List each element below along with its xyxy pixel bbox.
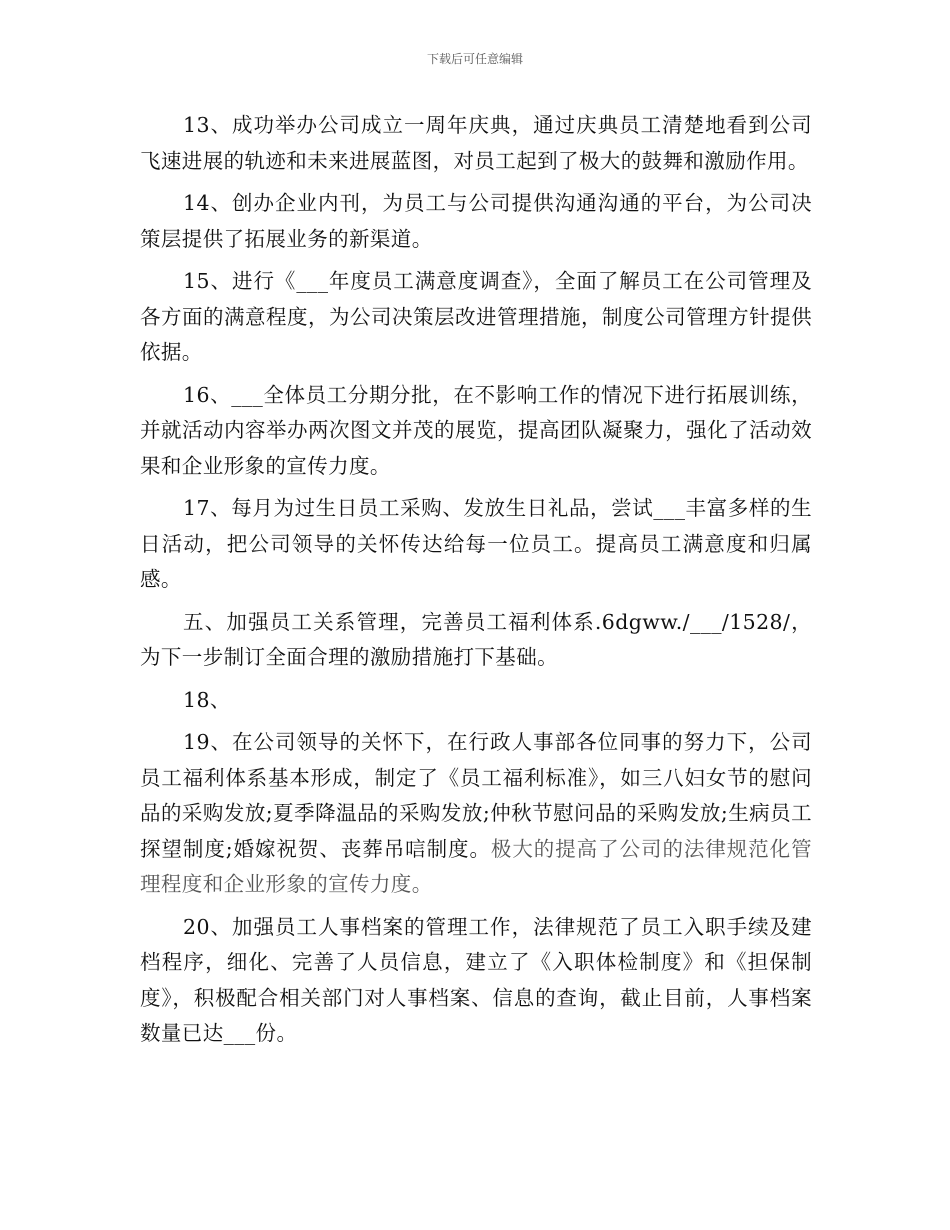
paragraph-20 xyxy=(140,910,812,1052)
paragraph-text: 20、加强员工人事档案的管理工作，法律规范了员工入职手续及建档程序，细化、完善了人员信息，建立了《入职体检制度》和《担保制度》，积极配合相关部门对人事档案、信息的查询，截止目前，人事档案数量已达___份。 xyxy=(140,914,812,1045)
paragraph-14 xyxy=(140,186,812,257)
paragraph-text: 15、进行《___年度员工满意度调查》，全面了解员工在公司管理及各方面的满意程度，为公司决策层改进管理措施，制度公司管理方针提供依据。 xyxy=(140,269,812,364)
paragraph-19 xyxy=(140,725,812,903)
paragraph-tail-text: 极大的提高了公司的法律规范化管理程度和企业形象的宣传力度。 xyxy=(140,836,812,896)
paragraph-text: 13、成功举办公司成立一周年庆典，通过庆典员工清楚地看到公司飞速进展的轨迹和未来进展蓝图，对员工起到了极大的鼓舞和激励作用。 xyxy=(140,113,812,173)
paragraph-text: 五、加强员工关系管理，完善员工福利体系.6dgww./___/1528/，为下一步制订全面合理的激励措施打下基础。 xyxy=(140,609,812,669)
paragraph-17 xyxy=(140,491,812,598)
paragraph-13 xyxy=(140,108,812,179)
paragraph-text: 19、在公司领导的关怀下，在行政人事部各位同事的努力下，公司员工福利体系基本形成，制定了《员工福利标准》，如三八妇女节的慰问品的采购发放;夏季降温品的采购发放;仲秋节慰问品的采购发放;生病员工探望制度;婚嫁祝贺、丧葬吊唁制度。 xyxy=(140,730,812,861)
document-body xyxy=(140,108,812,1059)
page-header: 下载后可任意编辑 xyxy=(426,52,523,66)
paragraph-16 xyxy=(140,378,812,485)
paragraph-18 xyxy=(140,683,812,719)
paragraph-text: 16、___全体员工分期分批，在不影响工作的情况下进行拓展训练，并就活动内容举办两次图文并茂的展览，提高团队凝聚力，强化了活动效果和企业形象的宣传力度。 xyxy=(140,382,812,478)
paragraph-text: 18、 xyxy=(183,687,231,712)
section-heading-5 xyxy=(140,605,812,676)
paragraph-15 xyxy=(140,264,812,371)
paragraph-text: 14、创办企业内刊，为员工与公司提供沟通沟通的平台，为公司决策层提供了拓展业务的新渠道。 xyxy=(140,191,812,251)
paragraph-text: 17、每月为过生日员工采购、发放生日礼品，尝试___丰富多样的生日活动，把公司领导的关怀传达给每一位员工。提高员工满意度和归属感。 xyxy=(140,496,812,591)
